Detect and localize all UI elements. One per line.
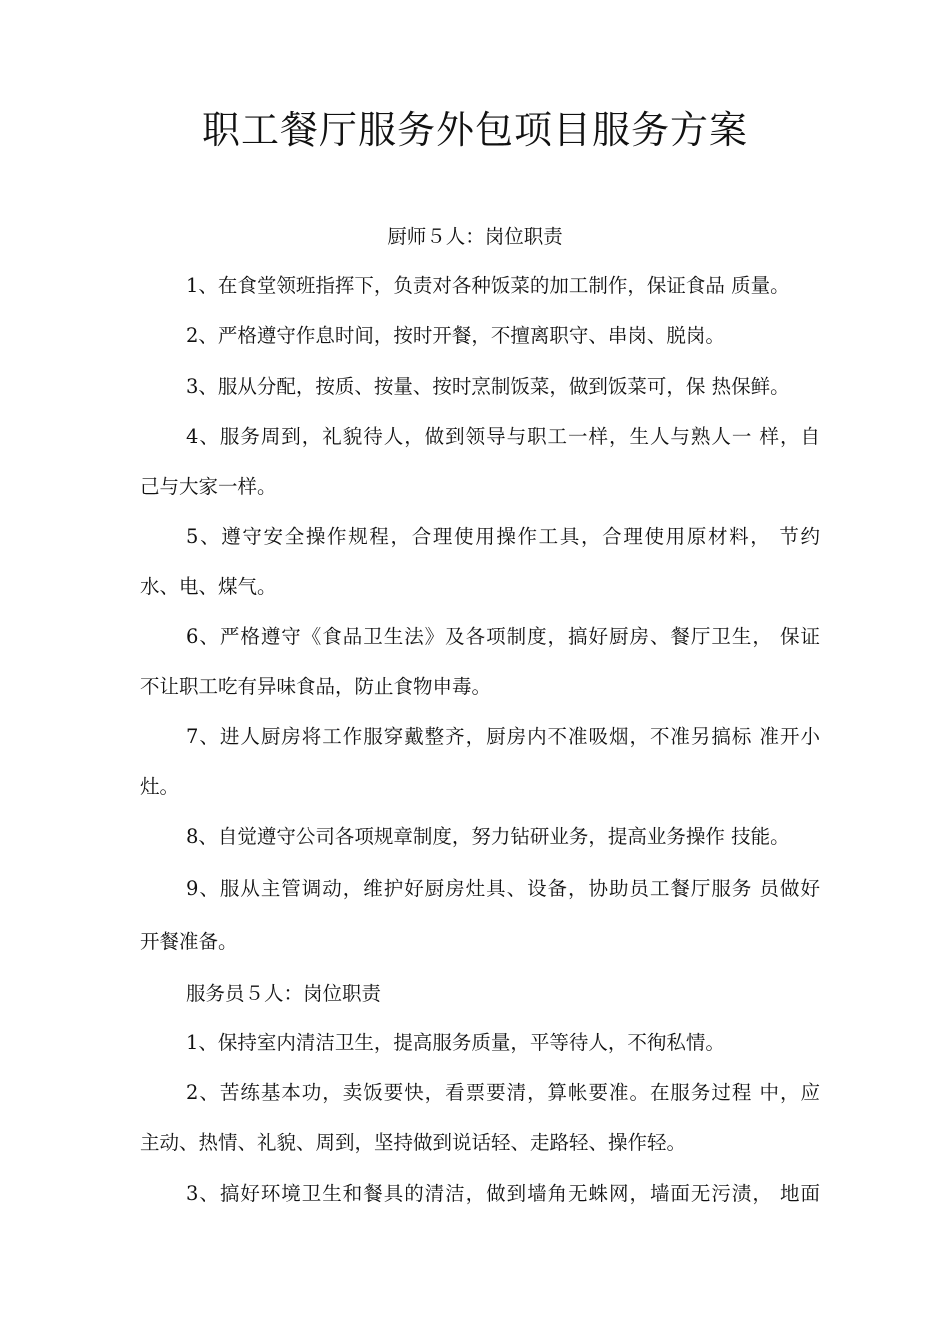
paragraph-line: 8、自觉遵守公司各项规章制度，努力钻研业务，提高业务操作 技能。 [186, 825, 790, 848]
paragraph-line: 5、遵守安全操作规程，合理使用操作工具，合理使用原材料， 节约 [186, 525, 820, 548]
paragraph-line: 己与大家一样。 [140, 475, 277, 498]
paragraph-line: 水、电、煤气。 [140, 575, 277, 598]
paragraph-line: 3、服从分配，按质、按量、按时烹制饭菜，做到饭菜可，保 热保鲜。 [186, 375, 790, 398]
section-heading-waiter: 服务员５人：岗位职责 [186, 982, 382, 1005]
paragraph-line: 开餐准备。 [140, 930, 238, 953]
paragraph-line: 灶。 [140, 775, 180, 798]
paragraph-line: 2、苦练基本功，卖饭要快，看票要清，算帐要准。在服务过程 中，应 [186, 1081, 820, 1104]
paragraph-line: 6、严格遵守《食品卫生法》及各项制度，搞好厨房、餐厅卫生， 保证 [186, 625, 820, 648]
paragraph-line: 9、服从主管调动，维护好厨房灶具、设备，协助员工餐厅服务 员做好 [186, 877, 820, 900]
paragraph-line: 7、进人厨房将工作服穿戴整齐，厨房内不准吸烟，不准另搞标 准开小 [186, 725, 820, 748]
document-title: 职工餐厅服务外包项目服务方案 [201, 108, 748, 152]
paragraph-line: 1、保持室内清洁卫生，提高服务质量，平等待人，不徇私情。 [186, 1031, 725, 1054]
paragraph-line: 4、服务周到，礼貌待人，做到领导与职工一样，生人与熟人一 样，自 [186, 425, 820, 448]
paragraph-line: 1、在食堂领班指挥下，负责对各种饭菜的加工制作，保证食品 质量。 [186, 274, 790, 297]
paragraph-line: 3、搞好环境卫生和餐具的清洁，做到墙角无蛛网，墙面无污渍， 地面 [186, 1182, 820, 1205]
paragraph-line: 不让职工吃有异味食品，防止食物申毒。 [140, 675, 492, 698]
paragraph-line: 2、严格遵守作息时间，按时开餐，不擅离职守、串岗、脱岗。 [186, 324, 725, 347]
section-heading-chef: 厨师５人：岗位职责 [387, 225, 563, 248]
paragraph-line: 主动、热情、礼貌、周到，坚持做到说话轻、走路轻、操作轻。 [140, 1131, 687, 1154]
